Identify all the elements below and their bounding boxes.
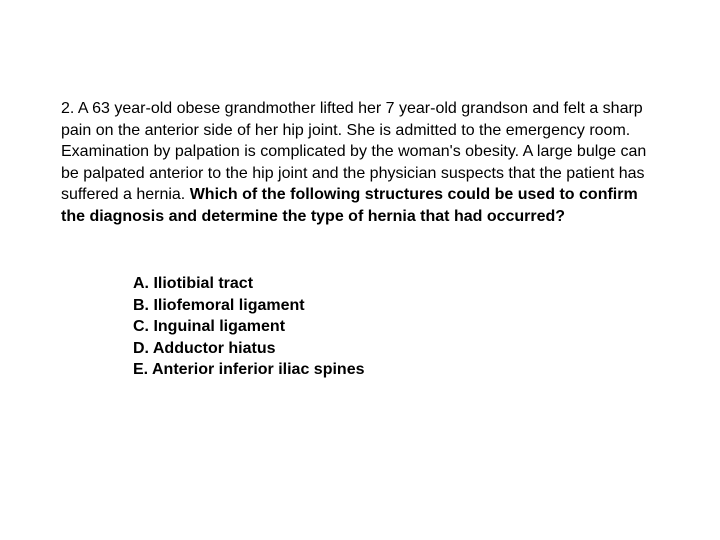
option-c [133,316,364,338]
question-prompt: Which of the following structures could be used to confirm the diagnosis and determine the type of hernia that had occurred? [61,186,638,225]
option-letter: B. [133,296,149,314]
option-letter: A. [133,275,149,292]
option-a [133,273,364,295]
option-text: Iliofemoral ligament [153,296,305,314]
question-number: 2. [61,100,75,117]
option-text: Iliotibial tract [153,275,254,292]
option-letter: C. [133,318,149,336]
option-text: Adductor hiatus [152,339,276,357]
option-letter: D. [133,339,149,357]
option-d [133,338,364,360]
answer-options [133,273,364,381]
option-b [133,295,364,317]
option-letter: E. [133,361,149,379]
question-stem: A 63 year-old obese grandmother lifted her 7 year-old grandson and felt a sharp pain on the anterior side of her hip joint. She is admitted to the emergency room. Examination by palpation is complicated by the woman's obesity. A large bulge can be palpated anterior to the hip joint and the physician suspects that the patient has suffered a hernia. [61,100,647,204]
option-e [133,359,364,381]
question-text [61,98,661,228]
option-text: Inguinal ligament [153,318,286,336]
option-text: Anterior inferior iliac spines [151,361,365,379]
